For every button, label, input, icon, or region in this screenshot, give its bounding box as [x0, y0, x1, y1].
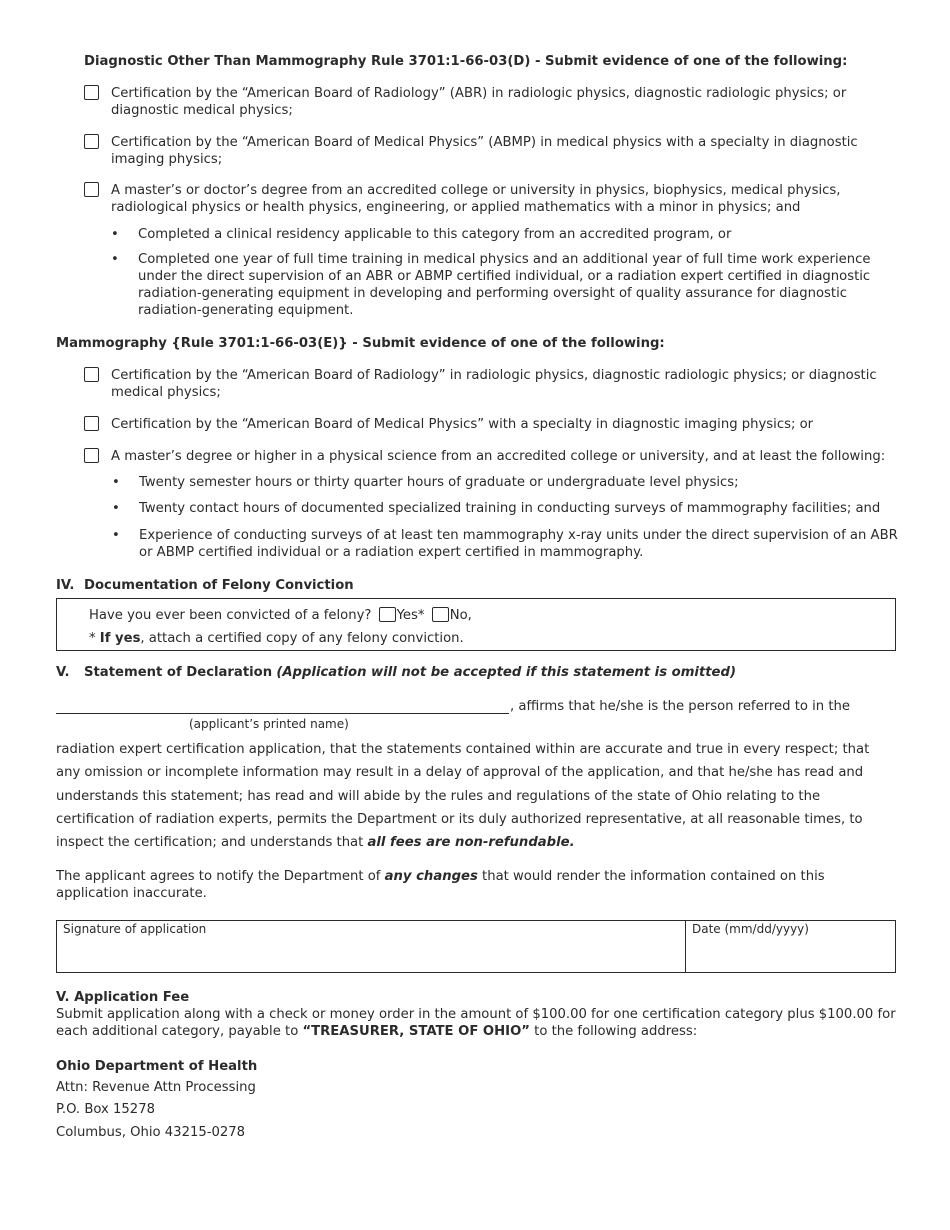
address-po-box: P.O. Box 15278 — [56, 1102, 155, 1117]
declaration-title-note: (Application will not be accepted if this statement is omitted) — [276, 665, 736, 680]
mammo-bullet-physics-hours: Twenty semester hours or thirty quarter hours of graduate or undergraduate level physics; — [139, 475, 739, 490]
address-organization: Ohio Department of Health — [56, 1059, 258, 1074]
diag-option-abr-checkbox[interactable] — [84, 85, 99, 100]
felony-yes-checkbox[interactable] — [379, 607, 396, 622]
notify-suffix: that would render the information contained on this application inaccurate. — [56, 869, 825, 901]
bullet-icon: • — [112, 475, 120, 490]
date-field[interactable] — [685, 920, 896, 973]
notify-emphasis: any changes — [384, 869, 478, 884]
declaration-body-text: radiation expert certification application, that the statements contained within are accurate and true in every respect; that any omission or incomplete information may result in a delay of approval of the application, and that he/she has read and understands this statement; has read and will abide by the rules and regulations of the state of Ohio relating to the certification of radiation experts, permits the Department or its duly authorized representative, at all reasonable times, to inspect the certification; and understands that — [56, 742, 870, 851]
declaration-section-number: V. — [56, 665, 70, 680]
applicant-name-caption: (applicant’s printed name) — [189, 717, 349, 731]
address-city: Columbus, Ohio 43215-0278 — [56, 1125, 246, 1140]
fee-payee: “TREASURER, STATE OF OHIO” — [302, 1024, 530, 1039]
diag-option-abmp-checkbox[interactable] — [84, 134, 99, 149]
felony-no-checkbox[interactable] — [432, 607, 449, 622]
diag-option-abmp-label: Certification by the “American Board of Medical Physics” (ABMP) in medical physics with a specialty in diagnostic imaging physics; — [111, 135, 858, 167]
date-label: Date (mm/dd/yyyy) — [692, 922, 809, 936]
diag-bullet-residency: Completed a clinical residency applicable to this category from an accredited program, or — [138, 227, 732, 242]
felony-yes-label: Yes* — [396, 608, 425, 623]
mammo-bullet-training-hours: Twenty contact hours of documented specialized training in conducting surveys of mammography facilities; and — [139, 501, 881, 516]
mammo-option-abmp-checkbox[interactable] — [84, 416, 99, 431]
fee-text — [56, 1006, 896, 1040]
felony-question-row — [89, 607, 472, 625]
address-attn: Attn: Revenue Attn Processing — [56, 1080, 256, 1095]
felony-box — [56, 598, 896, 651]
mammo-option-abr-checkbox[interactable] — [84, 367, 99, 382]
bullet-icon: • — [111, 227, 119, 242]
mammo-option-abmp-label: Certification by the “American Board of Medical Physics” with a specialty in diagnostic imaging physics; or — [111, 417, 814, 432]
diag-option-abr-label: Certification by the “American Board of Radiology” (ABR) in radiologic physics, diagnostic radiologic physics; or diagnostic medical physics; — [111, 86, 847, 118]
felony-section-number: IV. — [56, 578, 75, 593]
fee-title: V. Application Fee — [56, 990, 190, 1005]
felony-note-bold: If yes — [99, 631, 141, 646]
applicant-name-line[interactable] — [56, 713, 509, 714]
diag-bullet-training: Completed one year of full time training in medical physics and an additional year of full time work experience under the direct supervision of an ABR or ABMP certified individual, or a radiation expert certified in diagnostic radiation-generating equipment in developing and performing oversight of quality assurance for diagnostic radiation-generating equipment. — [138, 252, 871, 318]
signature-field[interactable] — [56, 920, 686, 973]
notify-prefix: The applicant agrees to notify the Department of — [56, 869, 381, 884]
affirm-text: , affirms that he/she is the person referred to in the — [510, 699, 850, 714]
diag-option-degree-checkbox[interactable] — [84, 182, 99, 197]
felony-section-title: Documentation of Felony Conviction — [84, 578, 354, 593]
felony-no-label: No, — [449, 608, 472, 623]
mammo-heading: Mammography {Rule 3701:1-66-03(E)} - Submit evidence of one of the following: — [56, 336, 665, 351]
bullet-icon: • — [111, 252, 119, 267]
mammo-option-abr-label: Certification by the “American Board of Radiology” in radiologic physics, diagnostic radiologic physics; or diagnostic medical physics; — [111, 368, 877, 400]
declaration-body — [56, 738, 891, 854]
felony-note-rest: , attach a certified copy of any felony conviction. — [140, 631, 464, 646]
fee-text-suffix: to the following address: — [534, 1024, 698, 1039]
signature-label: Signature of application — [63, 922, 207, 936]
notify-paragraph — [56, 868, 891, 902]
fee-text-prefix: Submit application along with a check or money order in the amount of $100.00 for one certification category plus $100.00 for each additional category, payable to — [56, 1007, 896, 1039]
felony-question: Have you ever been convicted of a felony? — [89, 608, 372, 623]
declaration-heading — [84, 664, 736, 681]
diag-option-degree-label: A master’s or doctor’s degree from an accredited college or university in physics, biophysics, medical physics, radiological physics or health physics, engineering, or applied mathematics with a minor in physics; and — [111, 183, 841, 215]
felony-note — [89, 630, 464, 648]
declaration-title: Statement of Declaration — [84, 665, 273, 680]
mammo-option-degree-label: A master’s degree or higher in a physical science from an accredited college or university, and at least the following: — [111, 449, 886, 464]
bullet-icon: • — [112, 501, 120, 516]
declaration-body-emphasis: all fees are non-refundable. — [367, 835, 575, 851]
mammo-bullet-surveys: Experience of conducting surveys of at least ten mammography x-ray units under the direct supervision of an ABR or ABMP certified individual or a radiation expert certified in mammography. — [139, 528, 898, 560]
mammo-option-degree-checkbox[interactable] — [84, 448, 99, 463]
diag-heading: Diagnostic Other Than Mammography Rule 3701:1-66-03(D) - Submit evidence of one of the following: — [84, 54, 848, 69]
bullet-icon: • — [112, 528, 120, 543]
felony-note-star: * — [89, 631, 96, 646]
